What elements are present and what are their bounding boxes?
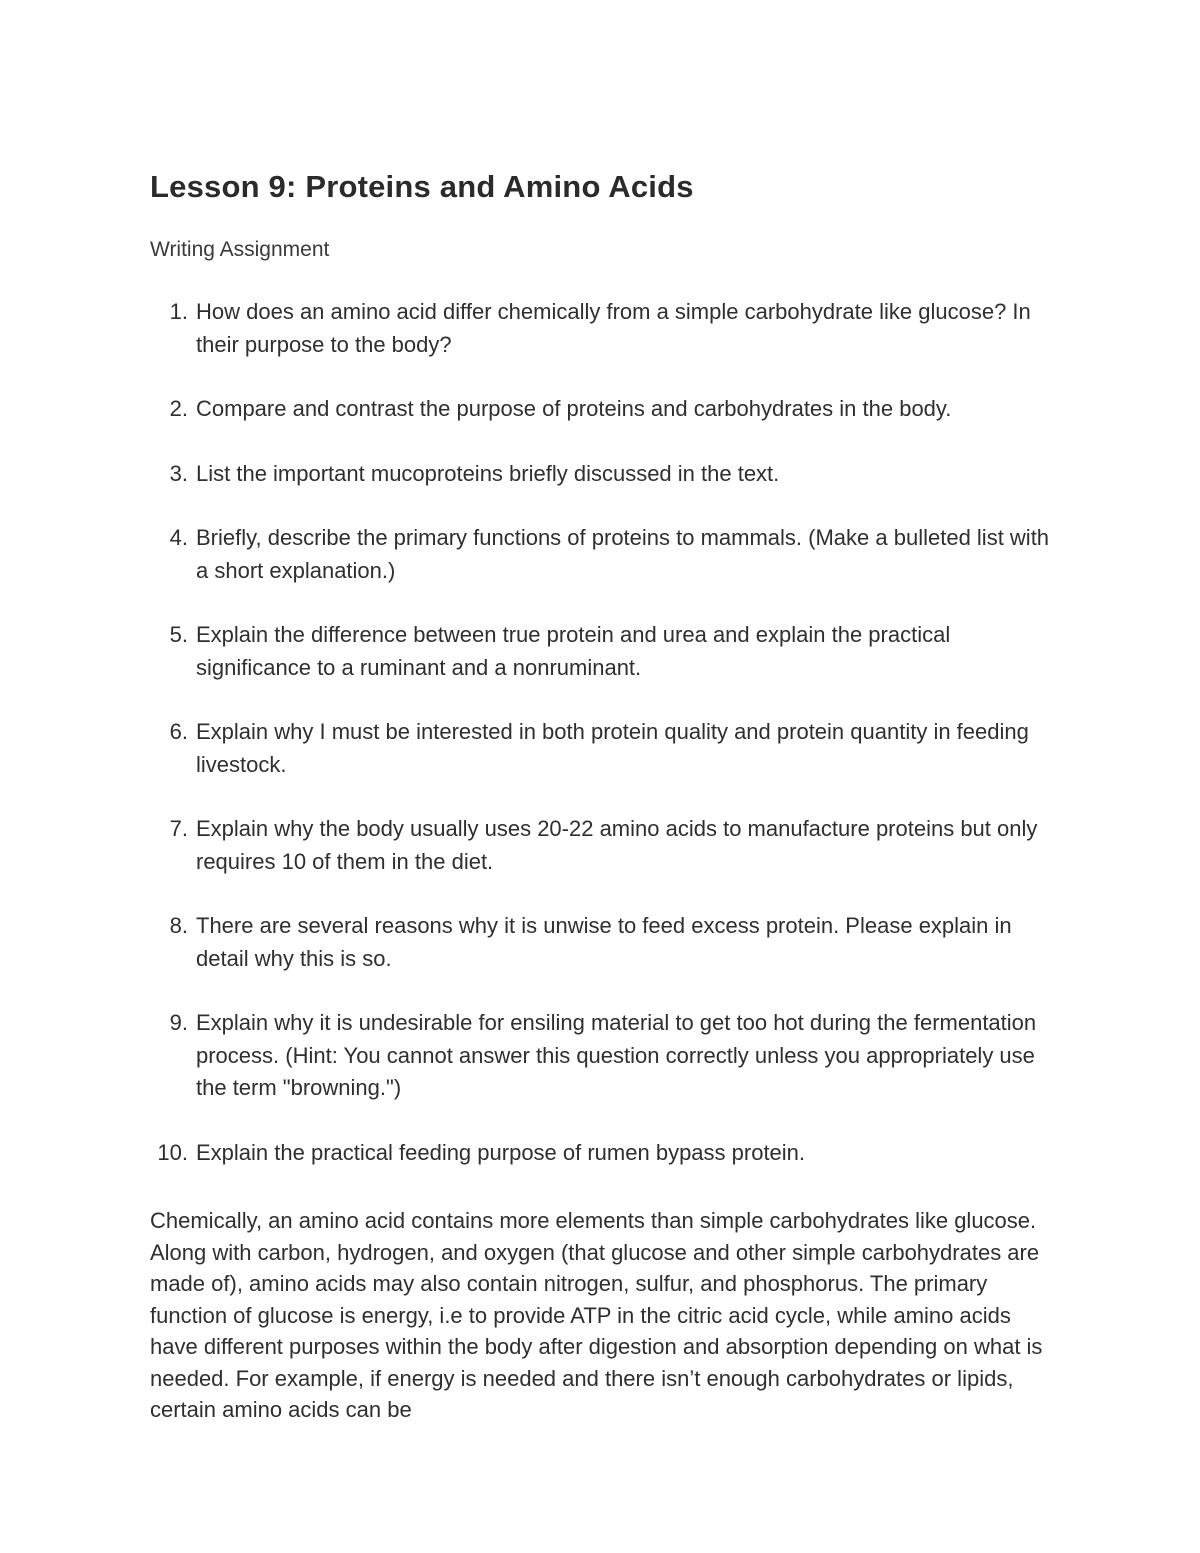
list-item-text: There are several reasons why it is unwise to feed excess protein. Please explain in detail why this is so. — [196, 913, 1012, 971]
list-item-number: 9. — [169, 1010, 188, 1035]
list-item-text: Explain why I must be interested in both protein quality and protein quantity in feeding livestock. — [196, 719, 1029, 777]
list-item — [150, 296, 1060, 361]
list-item-number: 7. — [169, 816, 188, 841]
question-list — [150, 296, 1060, 1169]
list-item — [150, 393, 1060, 426]
list-item — [150, 910, 1060, 975]
list-item-text: Explain the practical feeding purpose of rumen bypass protein. — [196, 1139, 806, 1165]
page-subtitle: Writing Assignment — [150, 238, 330, 261]
list-item-text: Compare and contrast the purpose of proteins and carbohydrates in the body. — [196, 396, 952, 421]
list-item-number: 10. — [157, 1139, 188, 1165]
document-page — [150, 160, 1060, 1426]
answer-paragraph: Chemically, an amino acid contains more elements than simple carbohydrates like glucose. Along with carbon, hydrogen, and oxygen (that glucose and other simple carbohydrates are made of), amino acids may also contain nitrogen, sulfur, and phosphorus. The primary function of glucose is energy, i.e to provide ATP in the citric acid cycle, while amino acids have different purposes within the body after digestion and absorption depending on what is needed. For example, if energy is needed and there isn’t enough carbohydrates or lipids, certain amino acids can be — [150, 1208, 1043, 1422]
list-item-text: Briefly, describe the primary functions of proteins to mammals. (Make a bulleted list with a short explanation.) — [196, 525, 1050, 583]
list-item-text: List the important mucoproteins briefly discussed in the text. — [196, 460, 780, 486]
list-item-text: Explain why it is undesirable for ensiling material to get too hot during the fermentation process. (Hint: You cannot answer this question correctly unless you appropriately use the term "browning.") — [196, 1010, 1037, 1100]
list-item-text: Explain why the body usually uses 20-22 amino acids to manufacture proteins but only requires 10 of them in the diet. — [196, 816, 1038, 874]
list-item-number: 4. — [169, 525, 188, 550]
list-item-number: 2. — [169, 396, 188, 421]
list-item-number: 3. — [169, 460, 188, 486]
list-item-number: 5. — [169, 622, 188, 647]
list-item — [150, 1007, 1060, 1105]
list-item — [150, 619, 1060, 684]
list-item-text: Explain the difference between true protein and urea and explain the practical significance to a ruminant and a nonruminant. — [196, 622, 951, 680]
page-title: Lesson 9: Proteins and Amino Acids — [150, 169, 694, 204]
list-item-text: How does an amino acid differ chemically from a simple carbohydrate like glucose? In their purpose to the body? — [196, 299, 1031, 357]
list-item-number: 1. — [169, 299, 188, 324]
list-item — [150, 716, 1060, 781]
list-item-number: 8. — [169, 913, 188, 938]
list-item — [150, 1137, 1060, 1170]
list-item — [150, 458, 1060, 491]
list-item — [150, 813, 1060, 878]
list-item — [150, 522, 1060, 587]
list-item-number: 6. — [169, 719, 188, 744]
